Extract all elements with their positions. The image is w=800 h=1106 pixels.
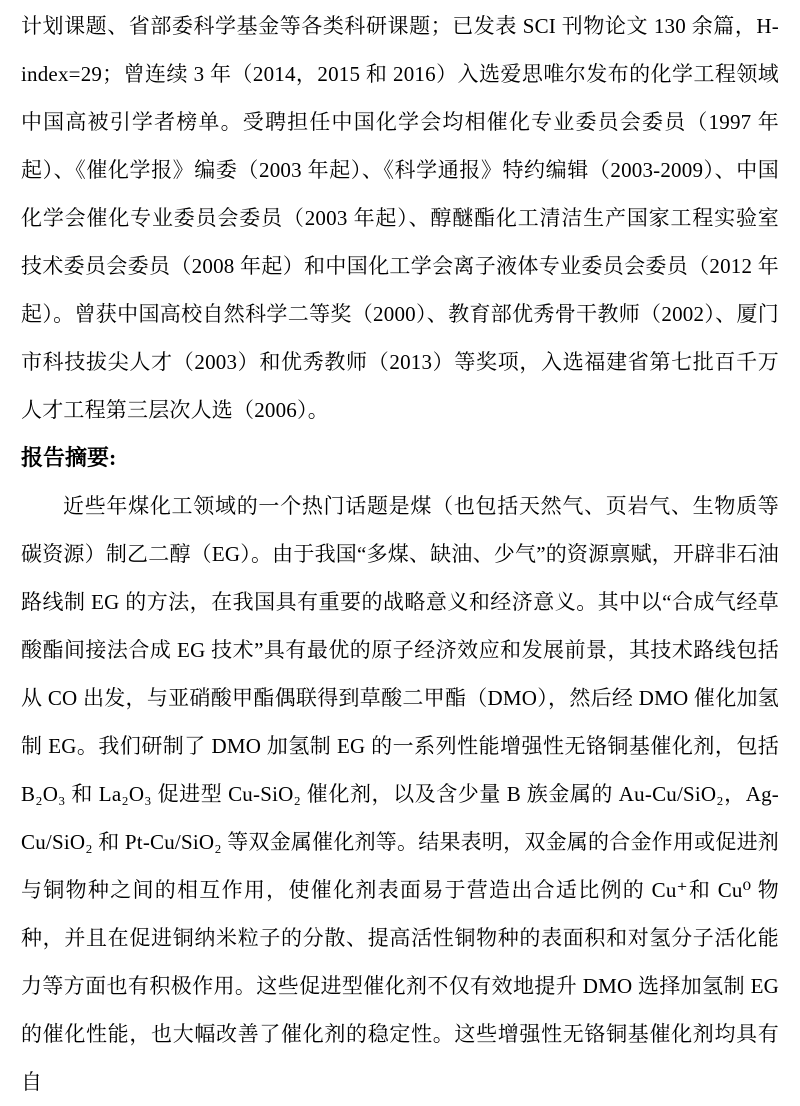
abstract-heading: 报告摘要: — [21, 445, 117, 470]
abstract-paragraph: 近些年煤化工领域的一个热门话题是煤（也包括天然气、页岩气、生物质等碳资源）制乙二醇（EG）。由于我国“多煤、缺油、少气”的资源禀赋，开辟非石油路线制 EG 的方法，在我国具有重要的战略意义和经济意义。其中以“合成气经草酸酯间接法合成 EG 技术”具有最优的原子经济效应和发展前景，其技术路线包括从 CO 出发，与亚硝酸甲酯偶联得到草酸二甲酯（DMO），然后经 DMO 催化加氢制 EG。我们研制了 DMO 加氢制 EG 的一系列性能增强性无铬铜基催化剂，包括 B₂O₃ 和 La₂O₃ 促进型 Cu-SiO₂ 催化剂，以及含少量 B 族金属的 Au-Cu/SiO₂，Ag-Cu/SiO₂ 和 Pt-Cu/SiO₂ 等双金属催化剂等。结果表明，双金属的合金作用或促进剂与铜物种之间的相互作用，使催化剂表面易于营造出合适比例的 Cu⁺和 Cu⁰ 物种，并且在促进铜纳米粒子的分散、提高活性铜物种的表面积和对氢分子活化能力等方面也有积极作用。这些促进型催化剂不仅有效地提升 DMO 选择加氢制 EG 的催化性能，也大幅改善了催化剂的稳定性。这些增强性无铬铜基催化剂均具有自 — [21, 494, 779, 1094]
bio-paragraph: 计划课题、省部委科学基金等各类科研课题；已发表 SCI 刊物论文 130 余篇，H-index=29；曾连续 3 年（2014，2015 和 2016）入选爱思唯尔发布的化学工程领域中国高被引学者榜单。受聘担任中国化学会均相催化专业委员会委员（1997 年起）、《催化学报》编委（2003 年起）、《科学通报》特约编辑（2003-2009）、中国化学会催化专业委员会委员（2003 年起）、醇醚酯化工清洁生产国家工程实验室技术委员会委员（2008 年起）和中国化工学会离子液体专业委员会委员（2012 年起）。曾获中国高校自然科学二等奖（2000）、教育部优秀骨干教师（2002）、厦门市科技拔尖人才（2003）和优秀教师（2013）等奖项，入选福建省第七批百千万人才工程第三层次人选（2006）。 — [21, 14, 779, 422]
